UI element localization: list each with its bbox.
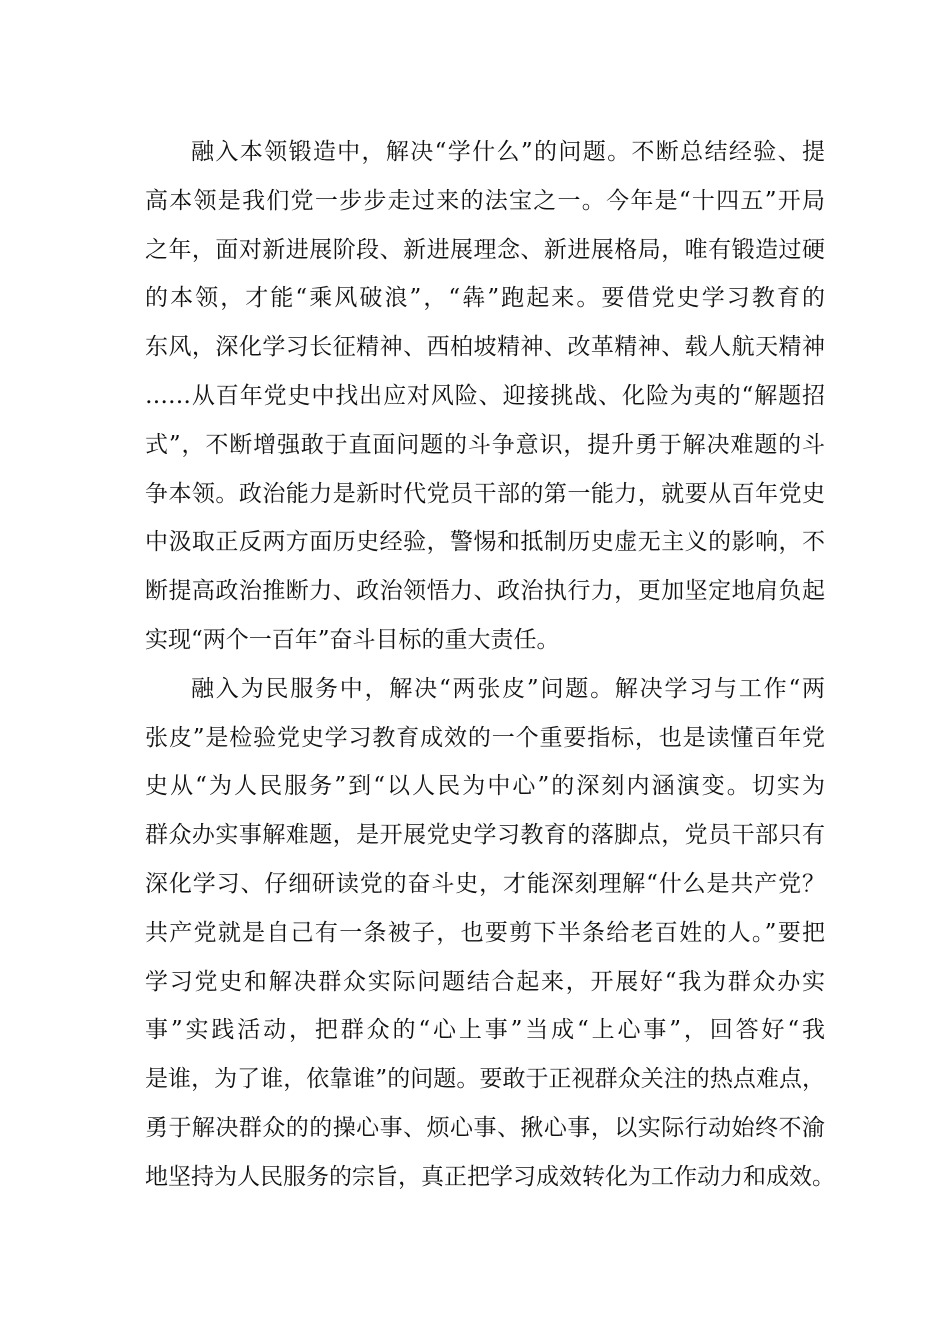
paragraph-line: 事”实践活动，把群众的“心上事”当成“上心事”，回答好“我 <box>145 1017 825 1044</box>
paragraph-line: 是谁，为了谁，依靠谁”的问题。要敢于正视群众关注的热点难点， <box>145 1066 825 1093</box>
paragraph-line: 共产党就是自己有一条被子，也要剪下半条给老百姓的人。”要把 <box>145 919 825 946</box>
paragraph-line: 学习党史和解决群众实际问题结合起来，开展好“我为群众办实 <box>145 968 825 995</box>
paragraph-line: 张皮”是检验党史学习教育成效的一个重要指标，也是读懂百年党 <box>145 724 825 751</box>
paragraph-line: 深化学习、仔细研读党的奋斗史，才能深刻理解“什么是共产党？ <box>145 870 825 897</box>
paragraph-line: 中汲取正反两方面历史经验，警惕和抵制历史虚无主义的影响，不 <box>145 529 825 556</box>
paragraph-1 <box>145 128 825 665</box>
paragraph-line: 融入本领锻造中，解决“学什么”的问题。不断总结经验、提 <box>191 139 825 165</box>
paragraph-line: 勇于解决群众的的操心事、烦心事、揪心事，以实际行动始终不渝 <box>145 1114 825 1141</box>
paragraph-line: 融入为民服务中，解决“两张皮”问题。解决学习与工作“两 <box>191 675 825 702</box>
paragraph-line: 的本领，才能“乘风破浪”，“犇”跑起来。要借党史学习教育的 <box>145 285 825 312</box>
paragraph-line: ……从百年党史中找出应对风险、迎接挑战、化险为夷的“解题招 <box>145 382 825 409</box>
paragraph-line: 高本领是我们党一步步走过来的法宝之一。今年是“十四五”开局 <box>145 187 825 214</box>
paragraph-line: 史从“为人民服务”到“以人民为中心”的深刻内涵演变。切实为 <box>145 773 825 800</box>
paragraph-line: 之年，面对新进展阶段、新进展理念、新进展格局，唯有锻造过硬 <box>145 236 825 263</box>
paragraph-line: 争本领。政治能力是新时代党员干部的第一能力，就要从百年党史 <box>145 480 825 507</box>
paragraph-line: 实现“两个一百年”奋斗目标的重大责任。 <box>145 626 560 653</box>
paragraph-line: 群众办实事解难题，是开展党史学习教育的落脚点，党员干部只有 <box>145 822 825 849</box>
paragraph-line: 地坚持为人民服务的宗旨，真正把学习成效转化为工作动力和成效。 <box>145 1163 835 1190</box>
paragraph-2 <box>145 665 835 1202</box>
paragraph-line: 断提高政治推断力、政治领悟力、政治执行力，更加坚定地肩负起 <box>145 578 825 605</box>
document-body <box>145 128 835 1202</box>
paragraph-line: 东风，深化学习长征精神、西柏坡精神、改革精神、载人航天精神 <box>145 334 825 361</box>
paragraph-line: 式”，不断增强敢于直面问题的斗争意识，提升勇于解决难题的斗 <box>145 431 825 458</box>
